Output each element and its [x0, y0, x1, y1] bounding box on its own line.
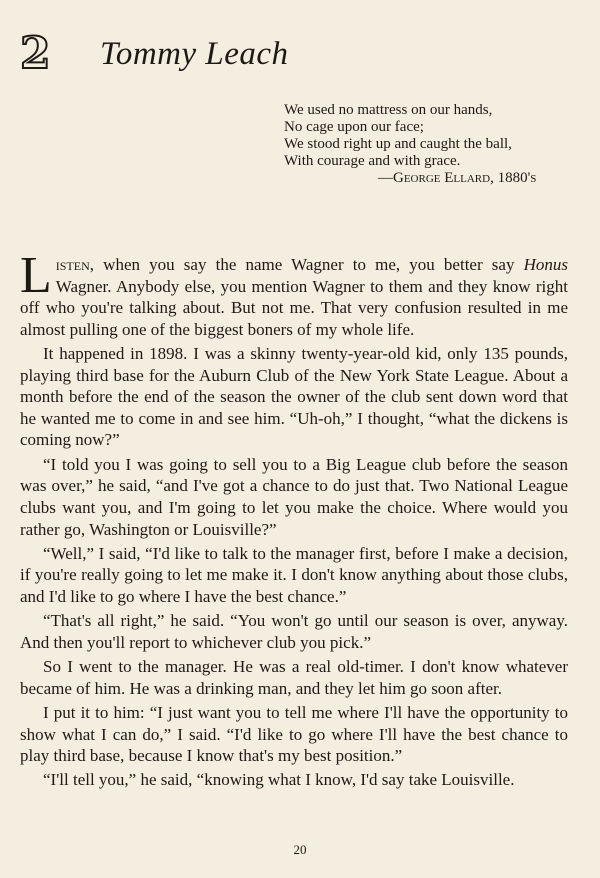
epigraph-line: We stood right up and caught the ball, — [284, 136, 512, 152]
epigraph-line: With courage and with grace. — [284, 153, 461, 169]
paragraph: “Well,” I said, “I'd like to talk to the manager first, before I make a decision, if you're really going to let me make it. I don't know anything about those clubs, and I'd like to go where I have the best chance.” — [20, 543, 568, 606]
opening-words: isten, — [55, 255, 95, 274]
paragraph: So I went to the manager. He was a real old-timer. I don't know whatever became of him. He was a drinking man, and they let him go soon after. — [20, 657, 568, 698]
paragraph: “That's all right,” he said. “You won't go until our season is over, anyway. And then you'll report to whichever club you pick.” — [20, 611, 568, 652]
paragraph-text: Wagner. Anybody else, you mention Wagner to them and they know right off who you're talking about. But not me. That very confusion resulted in me almost pulling one of the biggest boners of my whole life. — [20, 276, 568, 339]
epigraph-line: We used no mattress on our hands, — [284, 102, 493, 118]
drop-cap: L — [20, 247, 52, 304]
epigraph-attribution: —George Ellard, 1880's — [378, 170, 537, 186]
epigraph-line: No cage upon our face; — [284, 119, 424, 135]
page-number: 20 — [293, 842, 307, 857]
paragraph: “I told you I was going to sell you to a Big League club before the season was over,” he said, “and I've got a chance to do just that. Two National League clubs want you, and I'm going to let you make the choice. Where would you rather go, Washington or Louisville?” — [20, 454, 568, 539]
chapter-body — [20, 247, 568, 794]
paragraph-text: when you say the name Wagner to me, you better say — [94, 255, 524, 274]
chapter-title: Tommy Leach — [100, 36, 289, 72]
paragraph: It happened in 1898. I was a skinny twenty-year-old kid, only 135 pounds, playing third base for the Auburn Club of the New York State League. About a month before the end of the season the owner of the club sent down word that he wanted me to come in and see him. “Uh-oh,” I thought, “what the dickens is coming now?” — [20, 344, 568, 450]
paragraph — [20, 247, 568, 340]
chapter-number: 2 — [20, 28, 51, 79]
paragraph: I put it to him: “I just want you to tell me where I'll have the opportunity to show what I can do,” I said. “I'd like to go where I'll have the best chance to play third base, because I know that's my best position.” — [20, 703, 568, 766]
paragraph: “I'll tell you,” he said, “knowing what I know, I'd say take Louisville. — [43, 770, 515, 790]
epigraph — [284, 102, 584, 187]
emphasized-name: Honus — [523, 255, 568, 274]
